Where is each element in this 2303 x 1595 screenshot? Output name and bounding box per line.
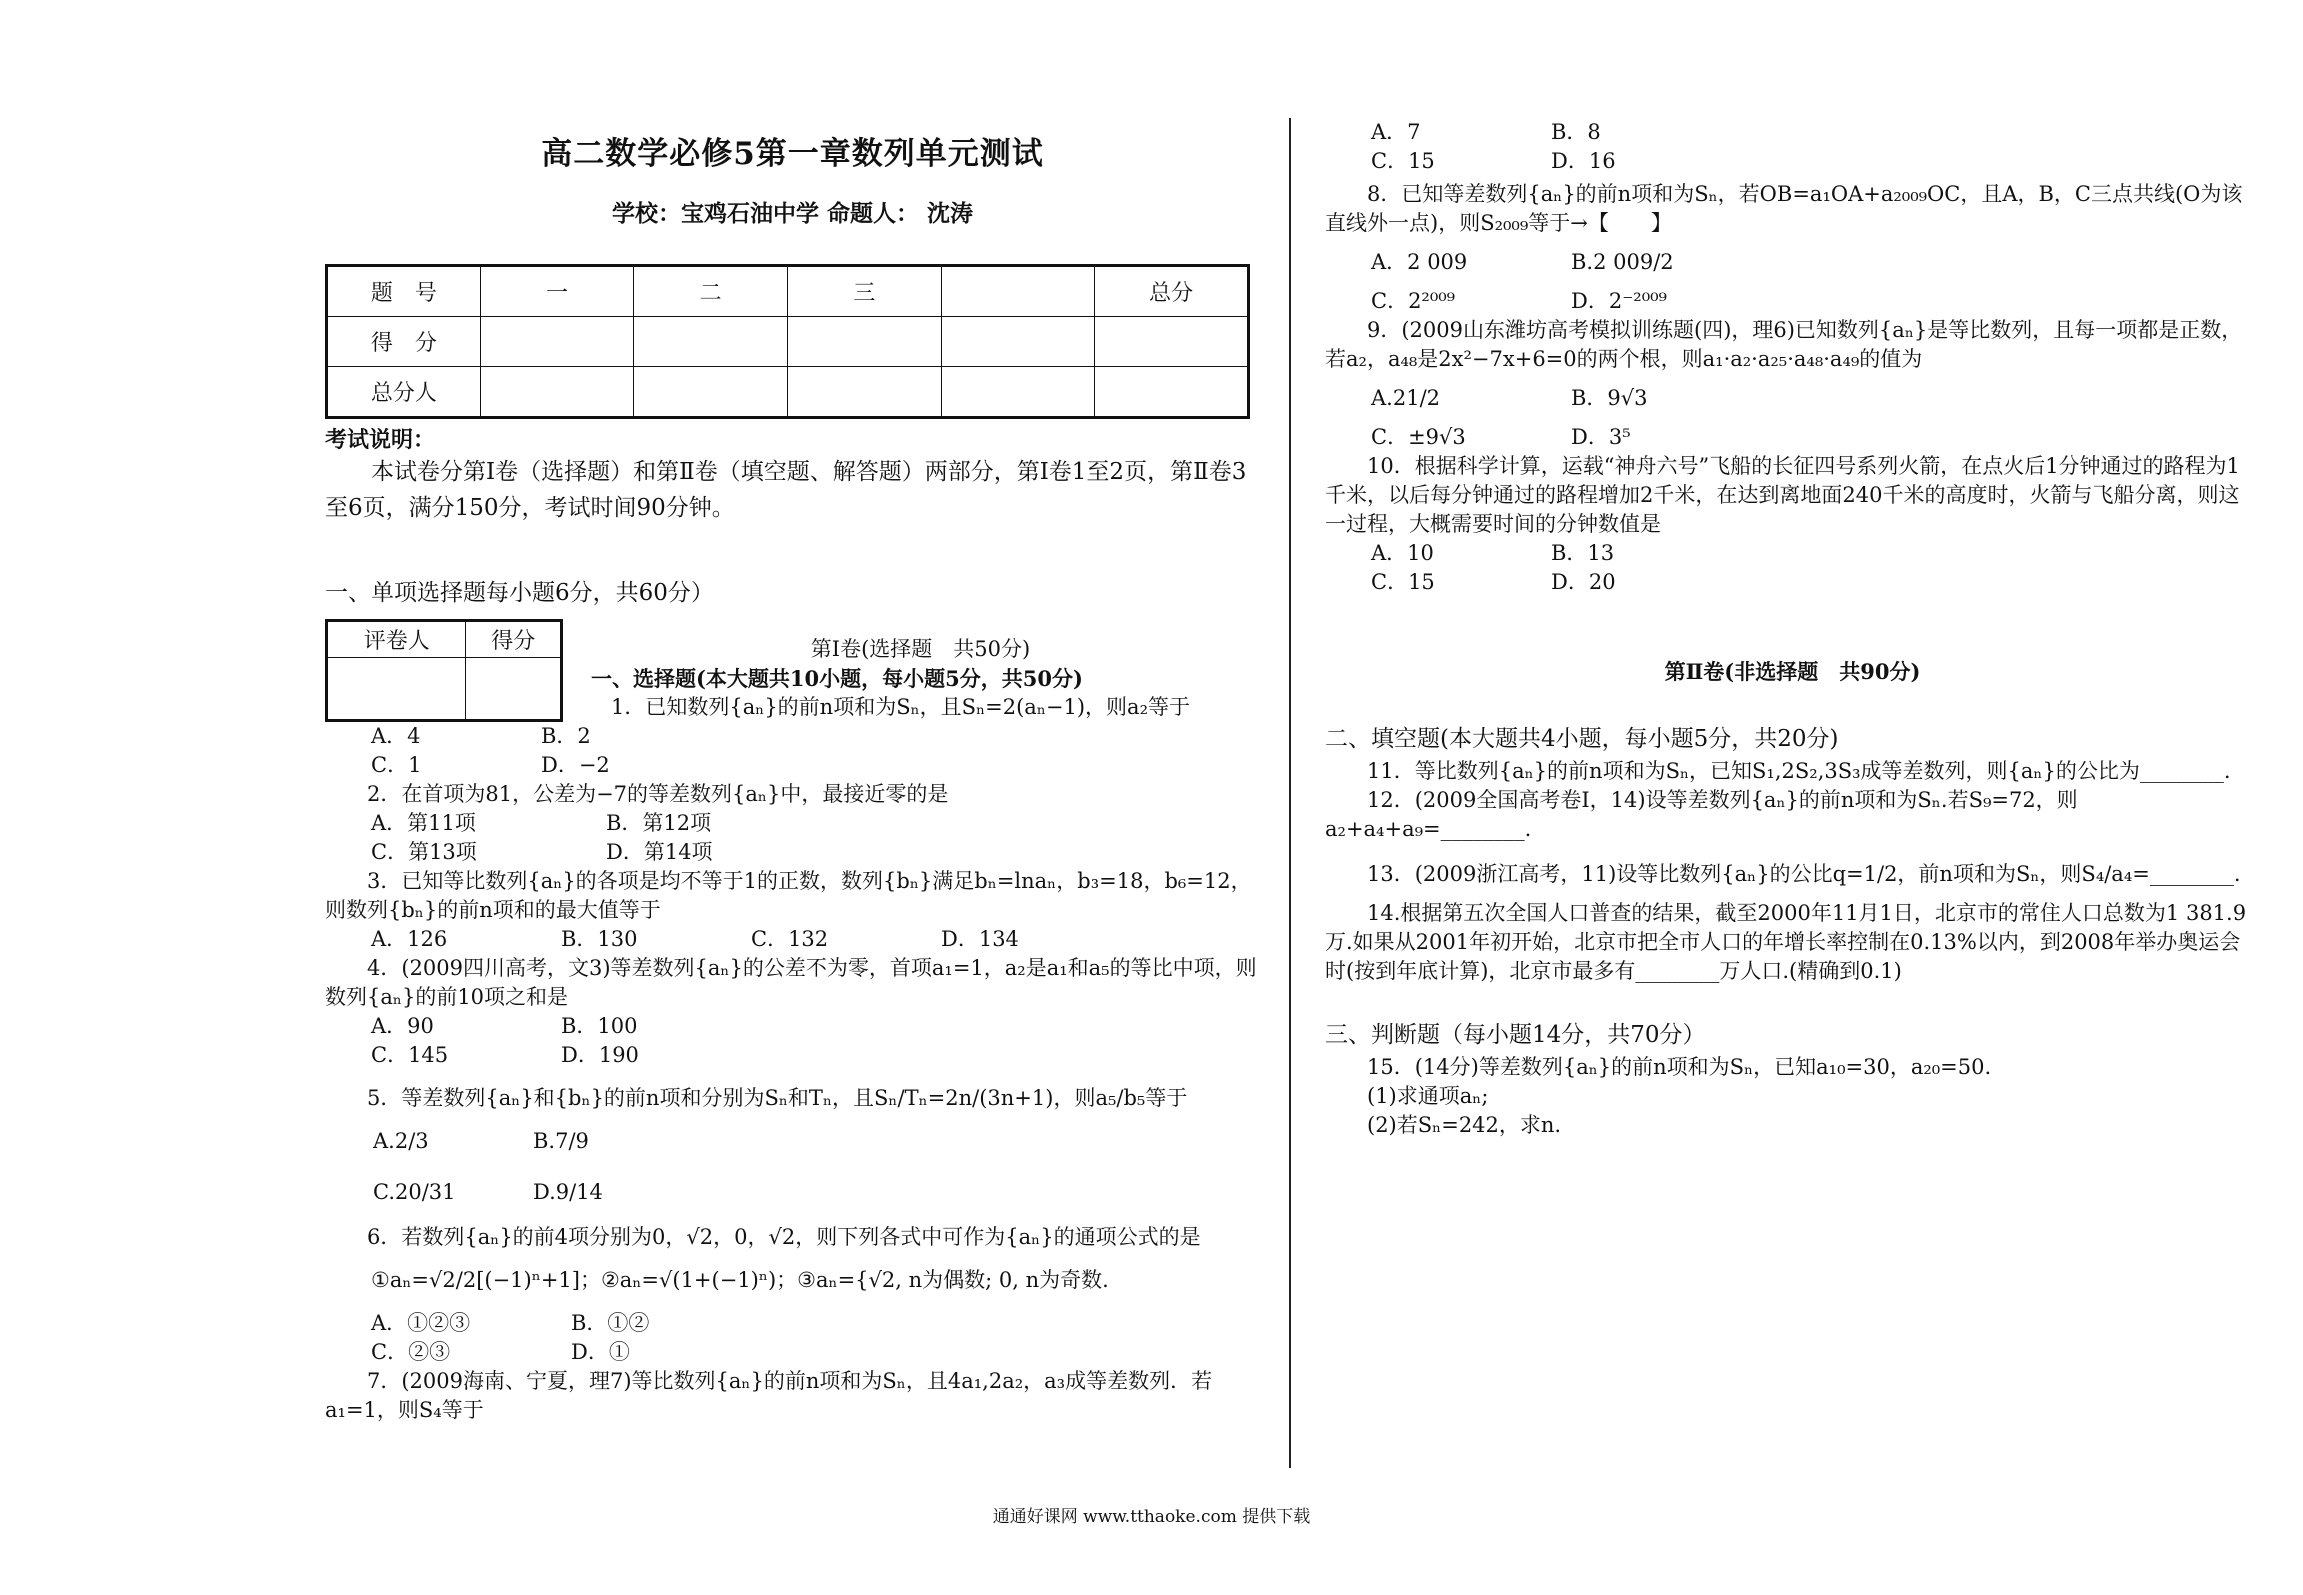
option: D．134 xyxy=(941,927,1019,951)
q6-formula: ①aₙ=√2/2[(−1)ⁿ+1]；②aₙ=√(1+(−1)ⁿ)；③aₙ={√2, n为偶数; 0, n为奇数. xyxy=(371,1268,1109,1292)
option: D．第14项 xyxy=(606,840,713,864)
question-12: 12．(2009全国高考卷Ⅰ，14)设等差数列{aₙ}的前n项和为Sₙ.若S₉=72，则a₂+a₄+a₉=________. xyxy=(1325,788,2078,841)
option: D．16 xyxy=(1551,149,1616,173)
option: C．145 xyxy=(371,1043,449,1067)
q7-options-row1 xyxy=(1371,118,2260,147)
option: B．第12项 xyxy=(606,811,712,835)
exam-note-body: 本试卷分第Ⅰ卷（选择题）和第Ⅱ卷（填空题、解答题）两部分，第Ⅰ卷1至2页，第Ⅱ卷3至6页，满分150分，考试时间90分钟。 xyxy=(325,459,1247,521)
question-9: 9．(2009山东潍坊高考模拟训练题(四)，理6)已知数列{aₙ}是等比数列，且每一项都是正数，若a₂，a₄₈是2x²−7x+6=0的两个根，则a₁·a₂·a₂₅·a₄₈·a₄₉的值为 xyxy=(1325,318,2243,371)
part1-header xyxy=(563,619,1260,722)
part2-title: 第Ⅱ卷(非选择题 共90分) xyxy=(1664,659,1921,684)
q1-options-row2 xyxy=(371,751,1260,780)
table-row xyxy=(327,317,1249,367)
q10-options-row2 xyxy=(1371,568,2260,597)
option: B．100 xyxy=(561,1014,638,1038)
option: A．90 xyxy=(371,1014,434,1038)
table-cell: 题 号 xyxy=(327,266,481,317)
rater-table xyxy=(325,619,563,722)
option: C．132 xyxy=(751,927,829,951)
table-row xyxy=(327,367,1249,418)
option: A．7 xyxy=(1371,120,1421,144)
table-cell xyxy=(480,367,634,418)
option: B.7/9 xyxy=(533,1129,589,1153)
q9-options-row1 xyxy=(1371,384,2260,413)
section-2-heading: 二、填空题(本大题共4小题，每小题5分，共20分) xyxy=(1325,726,1839,752)
section-1-heading: 一、单项选择题每小题6分，共60分） xyxy=(325,580,714,606)
right-column xyxy=(1325,118,2260,1140)
table-cell xyxy=(787,367,941,418)
q4-options-row2 xyxy=(371,1041,1260,1070)
option: B．130 xyxy=(561,927,638,951)
table-cell xyxy=(327,657,466,720)
exam-note-title: 考试说明： xyxy=(325,427,436,453)
q5-options-row1 xyxy=(373,1127,1260,1156)
question-10: 10．根据科学计算，运载“神舟六号”飞船的长征四号系列火箭，在点火后1分钟通过的路程为1千米，以后每分钟通过的路程增加2千米，在达到离地面240千米的高度时，火箭与飞船分离，则这一过程，大概需要时间的分钟数值是 xyxy=(1325,454,2240,536)
question-15-part-b: (2)若Sₙ=242，求n. xyxy=(1367,1113,1562,1137)
table-cell xyxy=(787,317,941,367)
option: B.2 009/2 xyxy=(1571,250,1674,274)
table-cell xyxy=(634,317,788,367)
option: A．126 xyxy=(371,927,448,951)
option: D．3⁵ xyxy=(1571,425,1631,449)
question-13: 13．(2009浙江高考，11)设等比数列{aₙ}的公比q=1/2，前n项和为Sₙ，则S₄/a₄=________. xyxy=(1367,862,2241,886)
table-cell xyxy=(941,367,1095,418)
column-divider xyxy=(1289,118,1291,1468)
option: C．②③ xyxy=(371,1340,451,1364)
table-cell: 三 xyxy=(787,266,941,317)
question-2: 2．在首项为81，公差为−7的等差数列{aₙ}中，最接近零的是 xyxy=(367,782,949,806)
q4-options-row1 xyxy=(371,1012,1260,1041)
table-cell xyxy=(634,367,788,418)
question-6: 6．若数列{aₙ}的前4项分别为0，√2，0，√2，则下列各式中可作为{aₙ}的通项公式的是 xyxy=(367,1225,1201,1249)
question-7: 7．(2009海南、宁夏，理7)等比数列{aₙ}的前n项和为Sₙ，且4a₁,2a₂，a₃成等差数列．若a₁=1，则S₄等于 xyxy=(325,1369,1213,1422)
option: A．4 xyxy=(371,724,421,748)
option: A.2/3 xyxy=(373,1129,429,1153)
question-8: 8．已知等差数列{aₙ}的前n项和为Sₙ，若OB=a₁OA+a₂₀₀₉OC，且A，B，C三点共线(O为该直线外一点)，则S₂₀₀₉等于→【 】 xyxy=(1325,182,2243,235)
q8-options-row2 xyxy=(1371,287,2260,316)
q2-options-row2 xyxy=(371,838,1260,867)
section-3-heading: 三、判断题（每小题14分，共70分） xyxy=(1325,1022,1706,1048)
table-cell: 二 xyxy=(634,266,788,317)
q2-options-row1 xyxy=(371,809,1260,838)
q7-options-row2 xyxy=(1371,147,2260,176)
score-table xyxy=(325,264,1250,419)
rater-area xyxy=(325,619,1260,722)
option: D．2⁻²⁰⁰⁹ xyxy=(1571,289,1667,313)
q3-options xyxy=(371,925,1260,954)
option: B．①② xyxy=(571,1311,650,1335)
question-4: 4．(2009四川高考，文3)等差数列{aₙ}的公差不为零，首项a₁=1，a₂是a₁和a₅的等比中项，则数列{aₙ}的前10项之和是 xyxy=(325,956,1257,1009)
option: C．1 xyxy=(371,753,422,777)
table-cell xyxy=(480,317,634,367)
question-5: 5．等差数列{aₙ}和{bₙ}的前n项和分别为Sₙ和Tₙ，且Sₙ/Tₙ=2n/(3n+1)，则a₅/b₅等于 xyxy=(367,1086,1188,1110)
option: B．8 xyxy=(1551,120,1601,144)
q5-options-row2 xyxy=(373,1178,1260,1207)
footer-text: 通通好课网 www.tthaoke.com 提供下载 xyxy=(992,1507,1311,1527)
option: C．15 xyxy=(1371,149,1435,173)
q9-options-row2 xyxy=(1371,423,2260,452)
option: C.20/31 xyxy=(373,1180,456,1204)
option: D．190 xyxy=(561,1043,639,1067)
option: A．2 009 xyxy=(1371,250,1468,274)
score-label: 得分 xyxy=(466,621,562,658)
table-cell xyxy=(941,317,1095,367)
q10-options-row1 xyxy=(1371,539,2260,568)
table-cell: 得 分 xyxy=(327,317,481,367)
part1-title: 第Ⅰ卷(选择题 共50分) xyxy=(810,637,1031,661)
option: C．±9√3 xyxy=(1371,425,1466,449)
question-15-part-a: (1)求通项aₙ; xyxy=(1367,1084,1489,1108)
page-title: 高二数学必修5第一章数列单元测试 xyxy=(541,136,1044,172)
question-11: 11．等比数列{aₙ}的前n项和为Sₙ，已知S₁,2S₂,3S₃成等差数列，则{aₙ}的公比为________. xyxy=(1367,759,2231,783)
table-cell xyxy=(1095,367,1249,418)
option: B．13 xyxy=(1551,541,1615,565)
question-15: 15．(14分)等差数列{aₙ}的前n项和为Sₙ，已知a₁₀=30，a₂₀=50. xyxy=(1367,1055,1992,1079)
option: A．①②③ xyxy=(371,1311,471,1335)
q1-options-row1 xyxy=(371,722,1260,751)
option: A．10 xyxy=(1371,541,1434,565)
option: B．9√3 xyxy=(1571,386,1648,410)
table-cell xyxy=(1095,317,1249,367)
page-subtitle: 学校：宝鸡石油中学 命题人： 沈涛 xyxy=(611,200,973,227)
part1-subtitle: 一、选择题(本大题共10小题，每小题5分，共50分) xyxy=(591,666,1083,691)
option: D．20 xyxy=(1551,570,1616,594)
option: A．第11项 xyxy=(371,811,476,835)
option: B．2 xyxy=(541,724,591,748)
question-14: 14.根据第五次全国人口普查的结果，截至2000年11月1日，北京市的常住人口总数为1 381.9万.如果从2001年初开始，北京市把全市人口的年增长率控制在0.13%以内，到2008年举办奥运会时(按到年底计算)，北京市最多有________万人口.(精确到0.1) xyxy=(1325,901,2247,983)
table-cell: 一 xyxy=(480,266,634,317)
table-cell xyxy=(941,266,1095,317)
q6-options-row2 xyxy=(371,1338,1260,1367)
question-1: 1．已知数列{aₙ}的前n项和为Sₙ，且Sₙ=2(aₙ−1)，则a₂等于 xyxy=(611,695,1190,719)
q6-options-row1 xyxy=(371,1309,1260,1338)
option: D．−2 xyxy=(541,753,610,777)
option: C．2²⁰⁰⁹ xyxy=(1371,289,1456,313)
rater-label: 评卷人 xyxy=(327,621,466,658)
option: D．① xyxy=(571,1340,630,1364)
option: A.21/2 xyxy=(1371,386,1440,410)
left-column xyxy=(325,128,1260,1425)
option: D.9/14 xyxy=(533,1180,603,1204)
q8-options-row1 xyxy=(1371,248,2260,277)
table-cell: 总分 xyxy=(1095,266,1249,317)
score-table-header xyxy=(327,266,1249,317)
option: C．15 xyxy=(1371,570,1435,594)
table-cell xyxy=(466,657,562,720)
option: C．第13项 xyxy=(371,840,477,864)
question-3: 3．已知等比数列{aₙ}的各项是均不等于1的正数，数列{bₙ}满足bₙ=lnaₙ，b₃=18，b₆=12，则数列{bₙ}的前n项和的最大值等于 xyxy=(325,869,1252,922)
table-cell: 总分人 xyxy=(327,367,481,418)
